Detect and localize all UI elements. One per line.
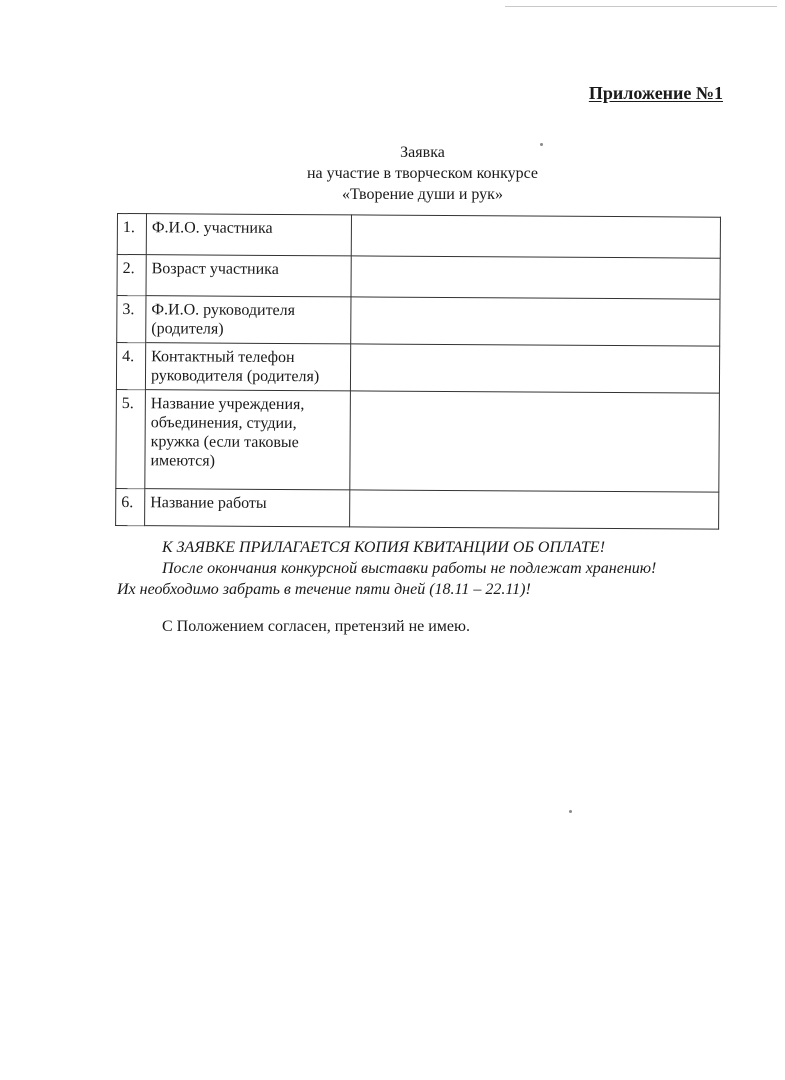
row-label: Контактный телефон руководителя (родителя) (145, 343, 350, 391)
row-number: 6. (116, 488, 145, 525)
agreement-statement: С Положением согласен, претензий не имею. (162, 618, 470, 635)
scan-speck (569, 810, 572, 813)
row-number: 3. (117, 296, 146, 343)
note-receipt: К ЗАЯВКЕ ПРИЛАГАЕТСЯ КОПИЯ КВИТАНЦИИ ОБ ОПЛАТЕ! (162, 539, 606, 556)
heading-contest-name: «Творение души и рук» (342, 186, 503, 203)
table-row (117, 255, 720, 300)
application-table (115, 213, 721, 530)
table-row (116, 343, 719, 394)
row-value-field[interactable] (350, 391, 720, 492)
row-label: Ф.И.О. руководителя (родителя) (146, 296, 351, 344)
heading-title: Заявка (400, 144, 445, 161)
row-label: Название работы (145, 489, 350, 527)
row-value-field[interactable] (350, 490, 719, 529)
row-value-field[interactable] (351, 297, 720, 346)
table-row (117, 214, 720, 259)
note-pickup: Их необходимо забрать в течение пяти дней (18.11 – 22.11)! (117, 581, 531, 598)
row-value-field[interactable] (351, 256, 720, 299)
row-value-field[interactable] (351, 215, 720, 258)
table-row (117, 296, 720, 347)
row-label: Ф.И.О. участника (146, 214, 351, 256)
form-heading (200, 142, 645, 205)
row-number: 4. (116, 343, 145, 390)
row-label: Возраст участника (146, 255, 351, 297)
row-value-field[interactable] (350, 344, 719, 393)
row-number: 5. (116, 389, 146, 488)
row-label: Название учреждения, объединения, студии, кружка (если таковые имеются) (145, 390, 351, 490)
note-storage: После окончания конкурсной выставки работы не подлежат хранению! (162, 560, 657, 577)
scan-edge-line (505, 6, 777, 7)
heading-subtitle: на участие в творческом конкурсе (306, 165, 539, 182)
appendix-label: Приложение №1 (588, 83, 723, 103)
row-number: 2. (117, 255, 146, 296)
notes-block (117, 537, 737, 600)
row-number: 1. (117, 214, 146, 255)
table-row (116, 389, 720, 492)
table-row (116, 488, 719, 529)
